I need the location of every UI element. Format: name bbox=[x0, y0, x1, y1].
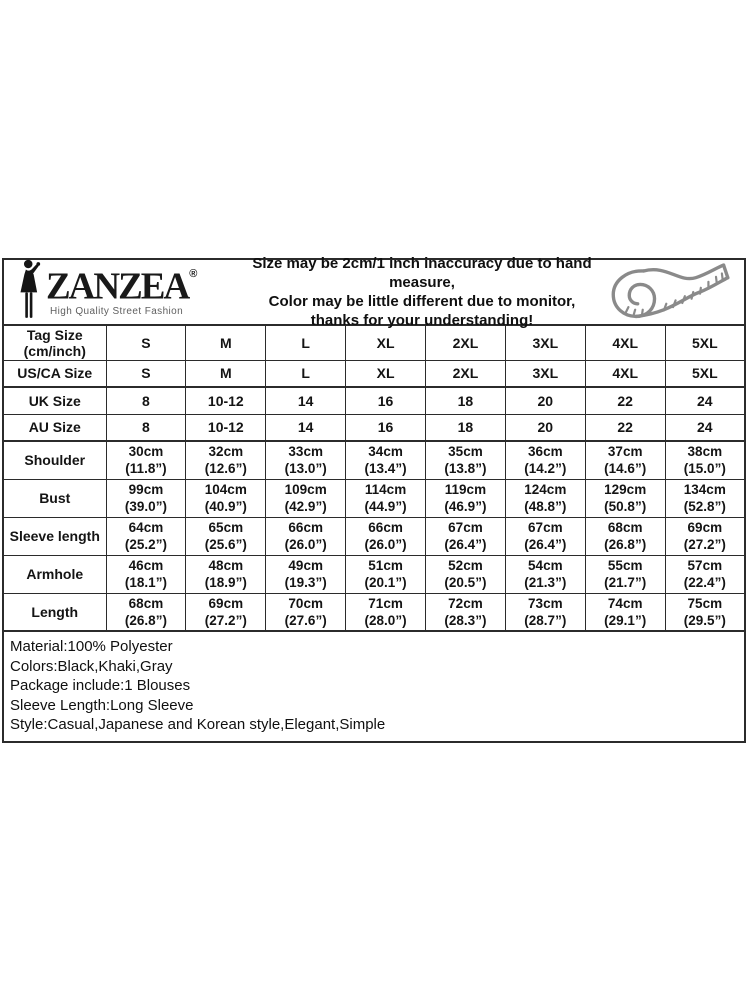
size-cell: 14 bbox=[266, 387, 346, 414]
measure-cell: 99cm (39.0”) bbox=[106, 479, 186, 517]
size-col-header: 4XL bbox=[585, 325, 665, 360]
row-label-shoulder: Shoulder bbox=[3, 441, 106, 479]
disclaimer-line-1: Size may be 2cm/1 inch inaccuracy due to hand measure, bbox=[252, 255, 592, 291]
measure-cell: 73cm (28.7”) bbox=[505, 593, 585, 631]
size-cell: L bbox=[266, 360, 346, 387]
measure-cell: 66cm (26.0”) bbox=[346, 517, 426, 555]
measuring-tape-icon bbox=[592, 260, 744, 324]
size-cell: 10-12 bbox=[186, 414, 266, 441]
size-cell: 22 bbox=[585, 414, 665, 441]
size-col-header: S bbox=[106, 325, 186, 360]
measure-cell: 67cm (26.4”) bbox=[426, 517, 506, 555]
size-cell: 16 bbox=[346, 414, 426, 441]
measure-cell: 129cm (50.8”) bbox=[585, 479, 665, 517]
size-col-header: 5XL bbox=[665, 325, 745, 360]
measure-cell: 38cm (15.0”) bbox=[665, 441, 745, 479]
table-row-au-size bbox=[3, 414, 745, 441]
size-col-header: L bbox=[266, 325, 346, 360]
size-table bbox=[2, 324, 746, 632]
measure-cell: 65cm (25.6”) bbox=[186, 517, 266, 555]
measure-cell: 68cm (26.8”) bbox=[106, 593, 186, 631]
size-col-header: 3XL bbox=[505, 325, 585, 360]
detail-package: Package include:1 Blouses bbox=[10, 677, 191, 694]
row-label-usca: US/CA Size bbox=[3, 360, 106, 387]
size-cell: 8 bbox=[106, 414, 186, 441]
measure-cell: 75cm (29.5”) bbox=[665, 593, 745, 631]
measure-cell: 49cm (19.3”) bbox=[266, 555, 346, 593]
table-row-tag-size bbox=[3, 325, 745, 360]
size-cell: 18 bbox=[426, 387, 506, 414]
measure-cell: 52cm (20.5”) bbox=[426, 555, 506, 593]
size-cell: 20 bbox=[505, 414, 585, 441]
size-cell: 5XL bbox=[665, 360, 745, 387]
size-cell: 10-12 bbox=[186, 387, 266, 414]
brand-tagline: High Quality Street Fashion bbox=[50, 305, 184, 317]
measure-cell: 51cm (20.1”) bbox=[346, 555, 426, 593]
size-cell: XL bbox=[346, 360, 426, 387]
measure-cell: 34cm (13.4”) bbox=[346, 441, 426, 479]
registered-mark: ® bbox=[189, 267, 198, 280]
measure-cell: 69cm (27.2”) bbox=[665, 517, 745, 555]
row-label-sleeve-length: Sleeve length bbox=[3, 517, 106, 555]
size-cell: 22 bbox=[585, 387, 665, 414]
measure-cell: 72cm (28.3”) bbox=[426, 593, 506, 631]
woman-silhouette-icon bbox=[14, 259, 44, 326]
detail-material: Material:100% Polyester bbox=[10, 638, 173, 655]
table-row-usca-size bbox=[3, 360, 745, 387]
disclaimer-line-3: thanks for your understanding! bbox=[310, 312, 534, 329]
measure-cell: 36cm (14.2”) bbox=[505, 441, 585, 479]
measure-cell: 69cm (27.2”) bbox=[186, 593, 266, 631]
measure-cell: 33cm (13.0”) bbox=[266, 441, 346, 479]
size-disclaimer bbox=[252, 254, 592, 330]
brand-name: ZANZEA bbox=[46, 264, 189, 308]
measure-cell: 74cm (29.1”) bbox=[585, 593, 665, 631]
table-row-sleeve-length bbox=[3, 517, 745, 555]
measure-cell: 104cm (40.9”) bbox=[186, 479, 266, 517]
measure-cell: 32cm (12.6”) bbox=[186, 441, 266, 479]
measure-cell: 55cm (21.7”) bbox=[585, 555, 665, 593]
measure-cell: 109cm (42.9”) bbox=[266, 479, 346, 517]
measure-cell: 54cm (21.3”) bbox=[505, 555, 585, 593]
measure-cell: 30cm (11.8”) bbox=[106, 441, 186, 479]
size-cell: 24 bbox=[665, 414, 745, 441]
disclaimer-line-2: Color may be little different due to monitor, bbox=[268, 293, 576, 310]
measure-cell: 64cm (25.2”) bbox=[106, 517, 186, 555]
measure-cell: 35cm (13.8”) bbox=[426, 441, 506, 479]
measure-cell: 46cm (18.1”) bbox=[106, 555, 186, 593]
size-col-header: M bbox=[186, 325, 266, 360]
size-cell: 16 bbox=[346, 387, 426, 414]
brand-logo bbox=[4, 259, 252, 326]
measure-cell: 114cm (44.9”) bbox=[346, 479, 426, 517]
measure-cell: 119cm (46.9”) bbox=[426, 479, 506, 517]
detail-sleeve-length: Sleeve Length:Long Sleeve bbox=[10, 696, 194, 714]
table-row-uk-size bbox=[3, 387, 745, 414]
size-cell: M bbox=[186, 360, 266, 387]
table-row-bust bbox=[3, 479, 745, 517]
row-label-length: Length bbox=[3, 593, 106, 631]
size-cell: 20 bbox=[505, 387, 585, 414]
size-cell: 2XL bbox=[426, 360, 506, 387]
detail-colors: Colors:Black,Khaki,Gray bbox=[10, 657, 173, 675]
size-cell: 18 bbox=[426, 414, 506, 441]
corner-header: Tag Size (cm/inch) bbox=[3, 325, 106, 360]
row-label-au: AU Size bbox=[3, 414, 106, 441]
size-chart-sheet bbox=[2, 255, 746, 743]
measure-cell: 124cm (48.8”) bbox=[505, 479, 585, 517]
header-band bbox=[2, 255, 746, 329]
measure-cell: 134cm (52.8”) bbox=[665, 479, 745, 517]
size-col-header: 2XL bbox=[426, 325, 506, 360]
measure-cell: 71cm (28.0”) bbox=[346, 593, 426, 631]
size-col-header: XL bbox=[346, 325, 426, 360]
size-cell: 24 bbox=[665, 387, 745, 414]
measure-cell: 68cm (26.8”) bbox=[585, 517, 665, 555]
size-cell: S bbox=[106, 360, 186, 387]
measure-cell: 57cm (22.4”) bbox=[665, 555, 745, 593]
table-row-length bbox=[3, 593, 745, 631]
size-cell: 8 bbox=[106, 387, 186, 414]
measure-cell: 37cm (14.6”) bbox=[585, 441, 665, 479]
table-row-shoulder bbox=[3, 441, 745, 479]
detail-style: Style:Casual,Japanese and Korean style,Elegant,Simple bbox=[10, 716, 386, 733]
measure-cell: 70cm (27.6”) bbox=[266, 593, 346, 631]
measure-cell: 48cm (18.9”) bbox=[186, 555, 266, 593]
product-details bbox=[2, 630, 746, 743]
size-cell: 14 bbox=[266, 414, 346, 441]
size-cell: 4XL bbox=[585, 360, 665, 387]
row-label-bust: Bust bbox=[3, 479, 106, 517]
table-row-armhole bbox=[3, 555, 745, 593]
row-label-armhole: Armhole bbox=[3, 555, 106, 593]
measure-cell: 67cm (26.4”) bbox=[505, 517, 585, 555]
row-label-uk: UK Size bbox=[3, 387, 106, 414]
measure-cell: 66cm (26.0”) bbox=[266, 517, 346, 555]
size-cell: 3XL bbox=[505, 360, 585, 387]
